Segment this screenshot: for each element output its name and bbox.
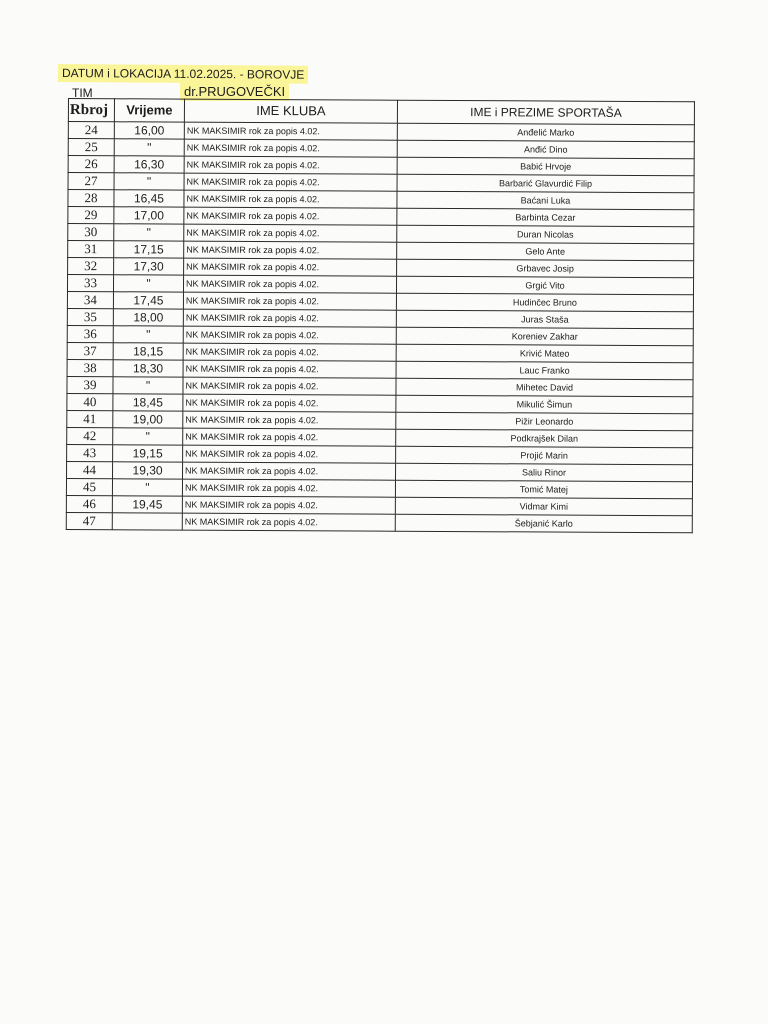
time-cell: " xyxy=(112,479,182,496)
table-header-row xyxy=(68,99,694,125)
athlete-name-cell: Grbavec Josip xyxy=(397,259,694,278)
schedule-table xyxy=(66,98,695,533)
club-cell: NK MAKSIMIR rok za popis 4.02. xyxy=(182,496,395,514)
column-header-vrijeme: Vrijeme xyxy=(114,99,184,122)
row-number-cell: 30 xyxy=(68,224,114,241)
time-cell: " xyxy=(113,326,183,343)
row-number-cell: 36 xyxy=(67,325,113,342)
time-cell: 18,15 xyxy=(113,343,183,360)
athlete-name-cell: Mikulić Šimun xyxy=(396,395,693,414)
time-cell: " xyxy=(114,224,184,241)
athlete-name-cell: Hudinčec Bruno xyxy=(396,293,693,312)
table-row xyxy=(66,512,692,532)
team-label: TIM xyxy=(72,86,93,100)
club-cell: NK MAKSIMIR rok za popis 4.02. xyxy=(182,479,395,497)
column-header-club: IME KLUBA xyxy=(184,99,397,123)
athlete-name-cell: Mihetec David xyxy=(396,378,693,397)
athlete-name-cell: Šebjanić Karlo xyxy=(395,514,692,533)
row-number-cell: 37 xyxy=(67,342,113,359)
club-cell: NK MAKSIMIR rok za popis 4.02. xyxy=(183,292,396,310)
row-number-cell: 42 xyxy=(67,427,113,444)
row-number-cell: 39 xyxy=(67,376,113,393)
club-cell: NK MAKSIMIR rok za popis 4.02. xyxy=(183,394,396,412)
time-cell: 19,30 xyxy=(113,462,183,479)
club-cell: NK MAKSIMIR rok za popis 4.02. xyxy=(183,326,396,344)
row-number-cell: 28 xyxy=(68,190,114,207)
time-cell: 17,15 xyxy=(114,241,184,258)
time-cell: 17,30 xyxy=(114,258,184,275)
row-number-cell: 46 xyxy=(66,495,112,512)
time-cell: 16,45 xyxy=(114,190,184,207)
athlete-name-cell: Babić Hrvoje xyxy=(397,157,694,176)
club-cell: NK MAKSIMIR rok za popis 4.02. xyxy=(184,190,397,208)
time-cell: 17,00 xyxy=(114,207,184,224)
column-header-rbroj: Rbroj xyxy=(68,99,114,122)
athlete-name-cell: Baćani Luka xyxy=(397,191,694,210)
club-cell: NK MAKSIMIR rok za popis 4.02. xyxy=(184,173,397,191)
time-cell: " xyxy=(113,275,183,292)
athlete-name-cell: Projić Marin xyxy=(396,446,693,465)
club-cell: NK MAKSIMIR rok za popis 4.02. xyxy=(184,156,397,174)
athlete-name-cell: Gelo Ante xyxy=(397,242,694,261)
athlete-name-cell: Vidmar Kimi xyxy=(395,497,692,516)
time-cell: " xyxy=(113,377,183,394)
row-number-cell: 47 xyxy=(66,512,112,529)
row-number-cell: 27 xyxy=(68,173,114,190)
time-cell xyxy=(112,513,182,530)
row-number-cell: 32 xyxy=(68,258,114,275)
time-cell: " xyxy=(114,173,184,190)
athlete-name-cell: Barbarić Glavurdić Filip xyxy=(397,174,694,193)
row-number-cell: 45 xyxy=(66,478,112,495)
date-location-text: DATUM i LOKACIJA 11.02.2025. - BOROVJE xyxy=(58,64,308,84)
club-cell: NK MAKSIMIR rok za popis 4.02. xyxy=(183,309,396,327)
athlete-name-cell: Tomić Matej xyxy=(395,480,692,499)
club-cell: NK MAKSIMIR rok za popis 4.02. xyxy=(182,513,395,531)
time-cell: 19,15 xyxy=(113,445,183,462)
club-cell: NK MAKSIMIR rok za popis 4.02. xyxy=(183,275,396,293)
athlete-name-cell: Saliu Rinor xyxy=(396,463,693,482)
row-number-cell: 26 xyxy=(68,156,114,173)
club-cell: NK MAKSIMIR rok za popis 4.02. xyxy=(184,241,397,259)
club-cell: NK MAKSIMIR rok za popis 4.02. xyxy=(183,377,396,395)
time-cell: 19,45 xyxy=(112,496,182,513)
club-cell: NK MAKSIMIR rok za popis 4.02. xyxy=(184,207,397,225)
table-body xyxy=(66,122,694,533)
club-cell: NK MAKSIMIR rok za popis 4.02. xyxy=(183,360,396,378)
row-number-cell: 29 xyxy=(68,207,114,224)
time-cell: 18,00 xyxy=(113,309,183,326)
row-number-cell: 31 xyxy=(68,241,114,258)
club-cell: NK MAKSIMIR rok za popis 4.02. xyxy=(184,122,397,140)
club-cell: NK MAKSIMIR rok za popis 4.02. xyxy=(183,445,396,463)
club-cell: NK MAKSIMIR rok za popis 4.02. xyxy=(184,224,397,242)
athlete-name-cell: Anđelić Marko xyxy=(397,123,694,142)
athlete-name-cell: Koreniev Zakhar xyxy=(396,327,693,346)
athlete-name-cell: Grgić Vito xyxy=(396,276,693,295)
row-number-cell: 24 xyxy=(68,122,114,139)
doctor-name xyxy=(180,84,289,99)
time-cell: " xyxy=(113,428,183,445)
club-cell: NK MAKSIMIR rok za popis 4.02. xyxy=(183,428,396,446)
athlete-name-cell: Barbinta Cezar xyxy=(397,208,694,227)
athlete-name-cell: Lauc Franko xyxy=(396,361,693,380)
row-number-cell: 35 xyxy=(67,308,113,325)
athlete-name-cell: Duran Nicolas xyxy=(397,225,694,244)
schedule-table-wrapper xyxy=(66,98,694,533)
athlete-name-cell: Juras Staša xyxy=(396,310,693,329)
column-header-athlete: IME i PREZIME SPORTAŠA xyxy=(397,100,694,125)
row-number-cell: 40 xyxy=(67,393,113,410)
date-location-heading xyxy=(58,66,308,82)
club-cell: NK MAKSIMIR rok za popis 4.02. xyxy=(183,343,396,361)
row-number-cell: 41 xyxy=(67,410,113,427)
athlete-name-cell: Krivić Mateo xyxy=(396,344,693,363)
row-number-cell: 25 xyxy=(68,139,114,156)
time-cell: 19,00 xyxy=(113,411,183,428)
time-cell: 16,30 xyxy=(114,156,184,173)
row-number-cell: 34 xyxy=(67,291,113,308)
time-cell: 17,45 xyxy=(113,292,183,309)
athlete-name-cell: Anđić Dino xyxy=(397,140,694,159)
time-cell: 18,45 xyxy=(113,394,183,411)
time-cell: 16,00 xyxy=(114,122,184,139)
club-cell: NK MAKSIMIR rok za popis 4.02. xyxy=(183,462,396,480)
club-cell: NK MAKSIMIR rok za popis 4.02. xyxy=(183,411,396,429)
athlete-name-cell: Pižir Leonardo xyxy=(396,412,693,431)
row-number-cell: 33 xyxy=(67,275,113,292)
club-cell: NK MAKSIMIR rok za popis 4.02. xyxy=(184,139,397,157)
time-cell: " xyxy=(114,139,184,156)
time-cell: 18,30 xyxy=(113,360,183,377)
athlete-name-cell: Podkrajšek Dilan xyxy=(396,429,693,448)
doctor-name-text: dr.PRUGOVEČKI xyxy=(180,82,289,101)
club-cell: NK MAKSIMIR rok za popis 4.02. xyxy=(184,258,397,276)
row-number-cell: 43 xyxy=(67,444,113,461)
row-number-cell: 44 xyxy=(67,461,113,478)
row-number-cell: 38 xyxy=(67,359,113,376)
